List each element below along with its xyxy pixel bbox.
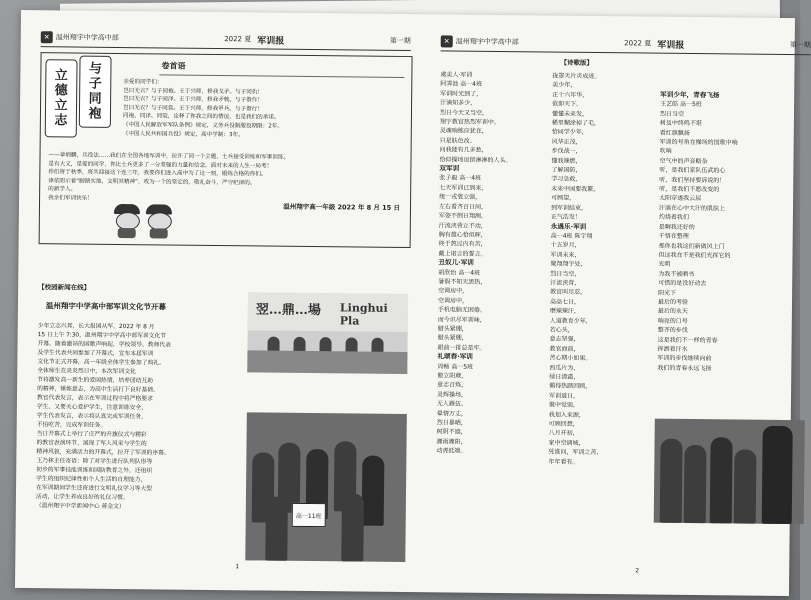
poem-line: 无人雁伍。 [436,400,467,408]
poem-line: 周畅 高一5班 [437,362,474,371]
poem-line: 我划入来源， [548,411,585,419]
poem-line: 暑假不知天黑热， [438,278,487,286]
poem-line: 学习急救， [551,175,582,184]
poem-line: 汗滴知多少， [440,99,477,107]
poem-line: 吹响 [659,148,672,156]
header-year: 2022 夏 [224,35,252,44]
poem-line: 若心头， [549,326,574,334]
poem-line: 看红旗飘扬 [659,129,690,137]
poem-line: 灵魂响练应犹在， [439,127,488,136]
cartoon-kid [112,204,142,238]
poem-line: 左右看齐百日间， [438,203,488,211]
soldiers-photo [654,419,805,525]
issue-number: 第一期 [389,36,411,46]
poem-line: 未来中国要我繁， [551,185,600,193]
poem-line: 欲即天下。 [552,100,583,109]
header-year: 2022 夏 [624,39,652,48]
preface-signature: 温州翔宇高一年级 2022 年 8 月 15 日 [283,202,401,212]
poem-line: 烈日今天又当空， [439,108,489,117]
poem-line: 翔宇教官热烈军训中。 [439,118,500,127]
poem-line: 正十六年华， [552,91,589,99]
poem-title: 丑奴儿·军训 [438,258,474,267]
poem-line: 军训未来， [550,251,581,259]
poem-title: 永遇乐·军训 [550,222,587,231]
poem-line: 响亮的口号 [657,317,688,325]
school-logo-icon: ✕ [41,31,53,43]
poem-line: 教官面前， [549,345,580,353]
poem-line: 灵辉操场， [437,391,468,399]
poem-line: 腊头紧绷， [437,325,468,333]
preface-title: 卷首语 [161,61,186,71]
poem-line: 腊头紧绷， [437,334,468,343]
poem-line: 虞美人·军训 [440,71,473,79]
paper-name: 军训报 [657,40,685,51]
poem-line: 到军训结束， [550,204,588,212]
poem-title: 礼颂春·军训 [437,352,473,361]
school-name: 温州翔宇中学高中部 [55,33,119,42]
page-header [441,32,811,55]
poem-line: 懂懂未来发， [551,110,589,118]
poem-line: 空气中的声音略杂 [659,157,708,166]
poem-line: 恰同学少年， [551,128,588,137]
school-logo-icon: ✕ [441,35,453,47]
poem-line: 胡欣怡 高一4班 [438,268,481,277]
poem-line: 太阳穿透我云层 [659,195,702,203]
poem-line: 聚中觉弱， [548,401,579,410]
poem-line: 听，是我们家队伍武的心 [659,166,726,175]
poem-line: 烈日暴晒， [436,419,467,427]
poem-title: 双军训 [439,164,460,173]
preface-text-wide: ——章炳麟，兵役法……我们在全国各地军训中，拉开了同一个主题，士兵接受训练和军事训练。 是有大义，是爱的同学，你比士兵更多了一分坚强的力量和信念，面对未来的人生一局考！ 你们将于秋季，将共迎接这个连三年，我要你们进入高中为了这一刻，锻炼合格的你们。 律依昭示着“脚踏实地，文明其精神”，或为一个的坚定的，敬礼奋斗，严守纪律的。 的新学人。 我亲们军训快乐！ [48,152,290,202]
school-name: 温州翔宇中学高中部 [455,37,519,47]
poem-line: 了解国防， [551,166,582,174]
poem-line: 空调房中， [438,287,469,296]
poem-line: 年年看有。 [548,458,579,466]
poem-line: 高一4班 陈宇翔 [550,232,593,240]
divider [159,74,404,78]
newspaper-sheet [15,10,811,596]
poem-line: 苦心期小如果。 [549,354,592,363]
poem-line: 这是我们不一样的青春 [657,336,718,344]
poem-column-2 [548,72,657,468]
preface-box [39,52,413,248]
banner-right: 与 子 同 袍 [79,56,112,128]
poem-line: 可顾望， [551,194,576,203]
poem-line: 整齐的步伐 [657,326,688,335]
poem-line: 光明 [658,260,671,269]
poem-line: 而今识尽军训味， [437,315,486,324]
poem-line: 军训的步伐继续向前 [657,355,712,363]
poem-line: 问我能有几多愁， [439,146,488,155]
ceremony-photo: 翌…鼎…場 Linghui Pla [247,292,408,374]
banner-left: 立 德 立 志 [45,59,78,137]
news-title: 温州翔宇中学高中部军训文化节开幕 [45,301,166,312]
page-number: 1 [235,563,240,571]
poem-line: 军训道日， [548,392,580,400]
preface-text: 亲爱的同学们： 岂曰无衣？与子同袍。王于兴师，修我戈矛。与子同仇！ 岂曰无衣？与子同泽。王于兴师，修我矛戟。与子偕作！ 岂曰无衣？与子同裳。王于兴师，修我甲兵。与子偕行！ 同袍、同泽、同裳，诠释了你我之间的情谊，也是我们的承诺。 《中国人民解放军军队条例》规定，义务兵役制服役期限：2年。 《中国人民共和国兵役》规定，高中学制：3年。 [122,79,284,138]
poem-line: 只是肤色改。 [439,137,476,145]
poem-line: 晕情万丈， [436,409,467,418]
poem-line: 军姿不倒日翔测。 [438,212,487,220]
news-body: 少年立志兴邦，长大报国从军。2022 年 8 月 15 日上午 7:30，温州翔宇中学高中部军训文化节 开幕。随着激昂的国歌声响起，学校领导、教师代表 及学生代表共同参加了开幕式，宣布本届军训 文化节正式开幕，高一年级全体学生参加了典礼。 全体师生在炎炎烈日中，本次军训文化 节将激发高一新生的爱国热情，培养团结互助 的精神，锤炼意志，为高中生活打下良好基础。 教官代表发言，表示在军训过程中将严格要求 学生，又要关心爱护学生，注意训练安全， 学生代表发言，表示将认真完成军训任务， 不怕吃苦，完成军训任务。 当日开幕式上举行了庄严的升旗仪式与精彩 的教官表演环节，展现了军人风采与学生的 精神风貌，充满活力的开幕式，拉开了军训的序幕。 王乃林主任寄语：除了对学生进行队列队形等 初步的军事技能训练和国防教育之外，还组织 学生的组织纪律性和个人生活的自理能力， 在军训期间学生还将进行文明礼仪学习等大型 活动，让学生养成良好的礼仪习惯。 （温州翔宇中学新闻中心 蒋金文） [35,323,171,511]
poem-line: 八月开初， [548,429,579,438]
poem-line: 统一戎装立强， [439,193,482,202]
poem-line: 汗流浃背立不动， [438,221,487,230]
poem-line: 磨辣辣汗， [549,307,580,315]
poem-line: 最后的永天 [657,307,688,316]
poem-line: 人道教育少年， [549,317,592,325]
poem-line: 高高七日， [549,298,581,306]
poem-line: 美少年， [552,81,577,90]
poem-line: 张子毅 高一4班 [439,174,482,183]
poem-line: 眼前一排总是牢。 [437,344,486,352]
poem-line: 灼烧着我们 [658,213,689,222]
issue-number: 第一期 [789,41,811,50]
cartoon-soldiers [110,204,180,241]
poem-line: 十五岁月， [550,241,581,250]
poem-line: 七天军训已到来， [439,184,488,192]
poem-line: 树阴不遮， [436,428,467,437]
poem-line: 烈日当空， [550,270,581,278]
poem-line: 烈日当空 [659,110,685,118]
poem-line: 终于熬过内有苦， [438,240,487,249]
poem-line: 凭谁问，军训之苦， [548,448,603,457]
poem-line: 最后的考验 [657,298,689,306]
poem-line: 可惜的是没好动去 [658,279,707,288]
right-page [435,32,811,576]
poem-line: 手机电脑无困倦。 [437,306,486,315]
poem-line: 家中空调城， [548,439,585,447]
poem-line: 是啊我还好的 [658,223,695,231]
poem-section-tag: 【诗歌版】 [560,58,594,67]
poem-line: 挥洒着汗水 [657,345,688,353]
poem-line: 聚翔翔宇处， [550,260,587,269]
poem-line: 骤雨骤阳， [436,438,467,446]
poem-line: 意志百炼， [437,381,468,390]
poem-line: 我们的青春永远飞扬 [657,364,712,372]
poem-line: 王艺皓 高一5班 [660,101,702,109]
poem-line: 傲立阳葳， [437,372,468,380]
poem-line: 汗流浃背， [550,279,581,287]
class-plate: 高一11班 [292,503,326,527]
poem-line: 动虎低端。 [436,447,467,455]
poem-line: 戴上诺言的誓言。 [438,250,487,258]
banner-scrolls [45,59,116,140]
training-photo [245,412,407,562]
poem-line: 正气浩发！ [550,213,581,221]
news-section-tag: 【校园新闻在线】 [38,283,91,292]
poem-line: 恰似操场逗留淋淋的人头。 [439,156,512,164]
poem-line: 干悟在整理 [658,232,689,241]
poem-line: 可顾回想， [548,420,579,428]
poem-line: 空调房中， [437,297,469,305]
poem-line: 阿霁池 高一4班 [440,80,483,89]
poem-line: 风华正茂， [551,138,582,146]
paper-name: 军训报 [257,35,285,47]
poem-line: 为我不被晒书 [658,270,695,278]
poem-line: 稀里糊涂掉了毛， [551,119,600,128]
poem-line: 佩得热踏回顾， [549,382,592,391]
poem-line: 胸有雄心恰似晖， [438,231,487,239]
page-header [41,28,411,51]
poem-line: 听，是我们不愿改变的 [659,185,720,194]
poem-line: 步伐战一， [551,147,582,156]
poem-line: 汗滴在心中大汗的肌肤上 [658,204,726,213]
poem-line: 树及中终鸣不堪 [659,119,702,128]
poem-line: 西瓜片为， [549,364,580,372]
poem-line: 绿日清霜， [549,373,580,381]
poem-line: 那你也我这们新做风上门 [658,242,725,250]
poem-line: 听，我们坚持要诉说的！ [659,176,726,185]
poem-line: 懂我辣燃， [551,157,582,165]
poem-column-1 [436,70,550,457]
poem-line: 阳光下 [658,289,677,297]
poem-line: 但这我在不是我们光挥它的 [658,251,731,260]
page-number: 2 [635,567,640,575]
poem-line: 拢罩天片炎成迹。 [552,72,601,81]
poem-title: 军训少年，青春飞扬 [660,90,720,100]
poem-line: 意志坚强， [549,335,580,344]
cartoon-kid [144,204,174,238]
poem-line: 军训时光到了， [440,90,483,98]
poem-column-3 [657,91,810,375]
poem-line: 教官叫尽忍， [550,288,587,297]
left-page [35,28,411,572]
poem-line: 军训的号角在操场的国歌中响 [659,138,738,147]
